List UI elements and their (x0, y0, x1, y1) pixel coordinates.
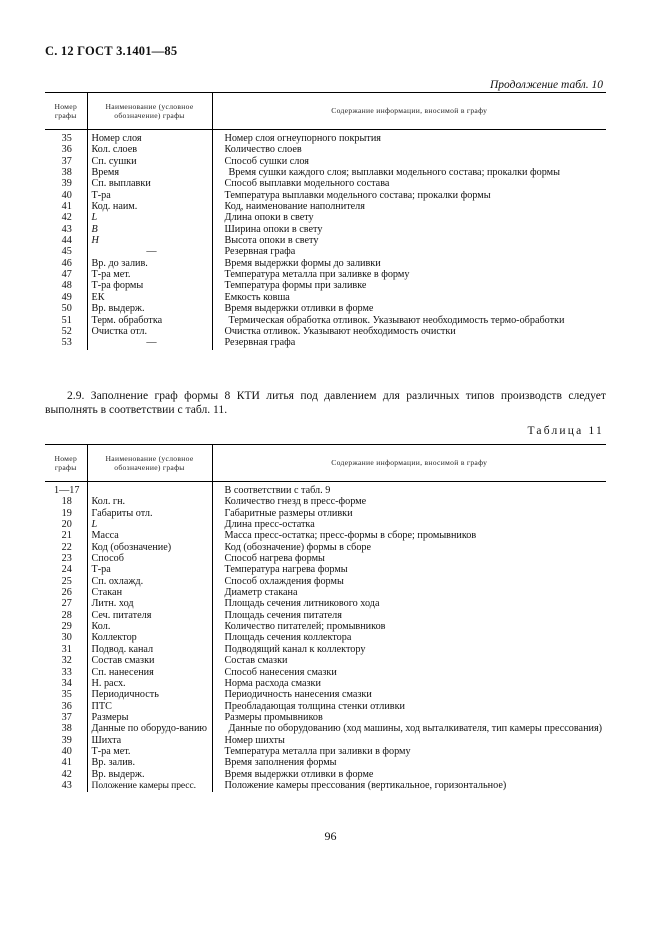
row-name: ПТС (87, 701, 212, 712)
row-name: Литн. ход (87, 598, 212, 609)
table-row (45, 678, 606, 689)
row-number: 37 (61, 711, 72, 723)
row-content: Диаметр стакана (212, 587, 606, 598)
row-number: 53 (61, 337, 72, 349)
row-number: 36 (61, 144, 72, 156)
table-row (45, 258, 606, 269)
table-row (45, 201, 606, 212)
row-content: Способ нанесения смазки (212, 667, 606, 678)
table-row (45, 757, 606, 768)
row-content: Способ нагрева формы (212, 553, 606, 564)
table-row (45, 235, 606, 246)
row-content: Номер слоя огнеупорного покрытия (212, 130, 606, 145)
row-content (212, 167, 606, 178)
row-number: 33 (61, 666, 72, 678)
table-header-row (45, 445, 606, 482)
row-name: Способ (87, 553, 212, 564)
table-row (45, 496, 606, 507)
row-content: Код (обозначение) формы в сборе (212, 542, 606, 553)
row-number: 22 (61, 541, 72, 553)
row-number: 52 (61, 325, 72, 337)
row-name: Н. расх. (87, 678, 212, 689)
row-content: Габаритные размеры отливки (212, 508, 606, 519)
row-content: Резервная графа (212, 246, 606, 257)
row-content: Положение камеры прессования (вертикальное, горизонтальное) (212, 780, 606, 792)
row-number: 41 (61, 757, 72, 769)
row-name: Сеч. питателя (87, 610, 212, 621)
row-number: 43 (61, 223, 72, 235)
row-number: 20 (61, 519, 72, 531)
row-content: Длина пресс-остатка (212, 519, 606, 530)
row-name: Габариты отл. (87, 508, 212, 519)
row-content: Площадь сечения питателя (212, 610, 606, 621)
row-content: Количество гнезд в пресс-форме (212, 496, 606, 507)
table-row (45, 667, 606, 678)
row-number: 28 (61, 609, 72, 621)
row-content: Время заполнения формы (212, 757, 606, 768)
row-name: Т-ра мет. (87, 746, 212, 757)
table-row (45, 621, 606, 632)
row-number: 23 (61, 553, 72, 565)
table-row (45, 576, 606, 587)
table-row (45, 508, 606, 519)
row-content: Количество слоев (212, 144, 606, 155)
row-number: 43 (61, 779, 72, 791)
table-row (45, 530, 606, 541)
row-name: Т-ра мет. (87, 269, 212, 280)
row-number: 40 (61, 189, 72, 201)
table-row (45, 190, 606, 201)
column-header-number: Номер графы (45, 445, 87, 482)
row-name: Коллектор (87, 632, 212, 643)
row-number: 38 (61, 723, 72, 735)
row-content-text: Данные по оборудованию (ход машины, ход выталкивателя, тип камеры прессования) (228, 723, 603, 735)
row-name: Данные по оборудо-ванию (87, 723, 212, 734)
row-name: Очистка отл. (87, 326, 212, 337)
row-number: 35 (61, 133, 72, 144)
row-number: 27 (61, 598, 72, 610)
table-row (45, 224, 606, 235)
column-header-name: Наименование (условное обозначение) графы (87, 93, 212, 130)
row-number: 24 (61, 564, 72, 576)
row-number: 38 (61, 167, 72, 179)
paragraph-2-9: 2.9. Заполнение граф формы 8 КТИ литья под давлением для различных типов производств следует выполнять в соответствии с табл. 11. (45, 389, 606, 417)
row-content: Преобладающая толщина стенки отливки (212, 701, 606, 712)
table-row (45, 167, 606, 178)
table-row (45, 326, 606, 337)
table-row (45, 780, 606, 792)
table-row (45, 303, 606, 314)
table-row (45, 655, 606, 666)
table-10 (45, 92, 606, 350)
row-content: Периодичность нанесения смазки (212, 689, 606, 700)
row-name: Вр. залив. (87, 757, 212, 768)
row-content: Очистка отливок. Указывают необходимость очистки (212, 326, 606, 337)
column-header-content: Содержание информации, вносимой в графу (212, 445, 606, 482)
row-name: Вр. выдерж. (87, 303, 212, 314)
page-header: С. 12 ГОСТ 3.1401—85 (45, 44, 178, 58)
table-row (45, 689, 606, 700)
row-content: Время выдержки формы до заливки (212, 258, 606, 269)
table-row (45, 519, 606, 530)
row-content: Способ сушки слоя (212, 156, 606, 167)
row-number: 45 (61, 246, 72, 258)
row-number: 30 (61, 632, 72, 644)
table-header-row (45, 93, 606, 130)
table-row (45, 542, 606, 553)
table-row (45, 212, 606, 223)
row-number: 1—17 (54, 485, 80, 496)
row-name: Терм. обработка (87, 315, 212, 326)
row-number: 34 (61, 677, 72, 689)
row-content: Температура выплавки модельного состава; прокалки формы (212, 190, 606, 201)
row-number: 44 (61, 235, 72, 247)
row-content-text: Термическая обработка отливок. Указывают необходимость термо-обработки (228, 314, 565, 326)
table-row (45, 178, 606, 189)
row-name: Сп. сушки (87, 156, 212, 167)
row-content: Состав смазки (212, 655, 606, 666)
row-name: L (87, 519, 212, 530)
row-name: Код (обозначение) (87, 542, 212, 553)
table-11-label: Таблица 11 (527, 425, 604, 437)
row-name: Масса (87, 530, 212, 541)
row-name: Т-ра (87, 564, 212, 575)
page-number: 96 (324, 829, 337, 843)
column-header-number: Номер графы (45, 93, 87, 130)
row-content: В соответствии с табл. 9 (212, 482, 606, 497)
row-name: Кол. слоев (87, 144, 212, 155)
table-row (45, 632, 606, 643)
row-content: Температура нагрева формы (212, 564, 606, 575)
table-row (45, 735, 606, 746)
row-name: Вр. до залив. (87, 258, 212, 269)
row-number: 39 (61, 734, 72, 746)
row-number: 46 (61, 257, 72, 269)
table-row (45, 144, 606, 155)
row-content: Длина опоки в свету (212, 212, 606, 223)
table-row (45, 246, 606, 257)
row-content: Температура металла при заливке в форму (212, 269, 606, 280)
table-row (45, 337, 606, 349)
row-number: 47 (61, 269, 72, 281)
table-row (45, 280, 606, 291)
table-row (45, 269, 606, 280)
row-content: Масса пресс-остатка; пресс-формы в сборе; промывников (212, 530, 606, 541)
row-name: Кол. (87, 621, 212, 632)
row-name: Сп. охлажд. (87, 576, 212, 587)
table-row (45, 712, 606, 723)
row-number: 26 (61, 587, 72, 599)
table-row (45, 587, 606, 598)
row-number: 25 (61, 575, 72, 587)
row-number: 32 (61, 655, 72, 667)
column-header-name: Наименование (условное обозначение) графы (87, 445, 212, 482)
row-name: — (87, 246, 212, 257)
table-row (45, 564, 606, 575)
row-name: B (87, 224, 212, 235)
row-content: Способ выплавки модельного состава (212, 178, 606, 189)
row-name: Код. наим. (87, 201, 212, 212)
row-name: Шихта (87, 735, 212, 746)
row-name: Состав смазки (87, 655, 212, 666)
row-name: — (87, 337, 212, 349)
row-number: 37 (61, 155, 72, 167)
row-content: Размеры промывников (212, 712, 606, 723)
row-number: 41 (61, 201, 72, 213)
table-row (45, 292, 606, 303)
row-number: 42 (61, 212, 72, 224)
row-number: 40 (61, 745, 72, 757)
table-row (45, 723, 606, 734)
table-row (45, 746, 606, 757)
row-number: 49 (61, 291, 72, 303)
row-name: Размеры (87, 712, 212, 723)
row-number: 31 (61, 643, 72, 655)
row-content: Температура формы при заливке (212, 280, 606, 291)
row-content: Подводящий канал к коллектору (212, 644, 606, 655)
table-row (45, 130, 606, 145)
row-number: 48 (61, 280, 72, 292)
row-number: 51 (61, 314, 72, 326)
row-name: Положение камеры пресс. (87, 780, 212, 792)
table-row (45, 701, 606, 712)
row-content: Время выдержки отливки в форме (212, 769, 606, 780)
row-name: Вр. выдерж. (87, 769, 212, 780)
row-content: Площадь сечения литникового хода (212, 598, 606, 609)
row-name: Периодичность (87, 689, 212, 700)
row-content: Норма расхода смазки (212, 678, 606, 689)
row-number: 35 (61, 689, 72, 701)
row-number: 21 (61, 530, 72, 542)
row-number: 50 (61, 303, 72, 315)
table-row (45, 598, 606, 609)
table-row (45, 315, 606, 326)
row-number: 18 (61, 496, 72, 508)
row-name: Стакан (87, 587, 212, 598)
row-name: Подвод. канал (87, 644, 212, 655)
row-name: L (87, 212, 212, 223)
row-name: Номер слоя (87, 130, 212, 145)
row-number: 42 (61, 768, 72, 780)
row-number: 36 (61, 700, 72, 712)
row-content (212, 315, 606, 326)
row-content: Ширина опоки в свету (212, 224, 606, 235)
row-content: Способ охлаждения формы (212, 576, 606, 587)
row-content: Время выдержки отливки в форме (212, 303, 606, 314)
row-name (87, 482, 212, 497)
table-row (45, 644, 606, 655)
table-row (45, 610, 606, 621)
row-number: 29 (61, 621, 72, 633)
row-name: Кол. гн. (87, 496, 212, 507)
row-number: 39 (61, 178, 72, 190)
column-header-content: Содержание информации, вносимой в графу (212, 93, 606, 130)
table-row (45, 553, 606, 564)
row-name: Время (87, 167, 212, 178)
table-row (45, 769, 606, 780)
row-content: Количество питателей; промывников (212, 621, 606, 632)
row-name: Т-ра (87, 190, 212, 201)
table-row (45, 482, 606, 497)
row-content: Код, наименование наполнителя (212, 201, 606, 212)
row-content: Площадь сечения коллектора (212, 632, 606, 643)
row-content: Резервная графа (212, 337, 606, 349)
row-name: Т-ра формы (87, 280, 212, 291)
row-content (212, 723, 606, 734)
row-content: Высота опоки в свету (212, 235, 606, 246)
row-content: Температура металла при заливки в форму (212, 746, 606, 757)
row-name: Сп. нанесения (87, 667, 212, 678)
row-number: 19 (61, 507, 72, 519)
row-content: Емкость ковша (212, 292, 606, 303)
table-11 (45, 444, 606, 792)
row-content: Номер шихты (212, 735, 606, 746)
table-row (45, 156, 606, 167)
row-content-text: Время сушки каждого слоя; выплавки модельного состава; прокалки формы (228, 167, 560, 179)
row-name: H (87, 235, 212, 246)
table-continuation-label: Продолжение табл. 10 (490, 79, 603, 91)
row-name: Сп. выплавки (87, 178, 212, 189)
row-name: ЕК (87, 292, 212, 303)
